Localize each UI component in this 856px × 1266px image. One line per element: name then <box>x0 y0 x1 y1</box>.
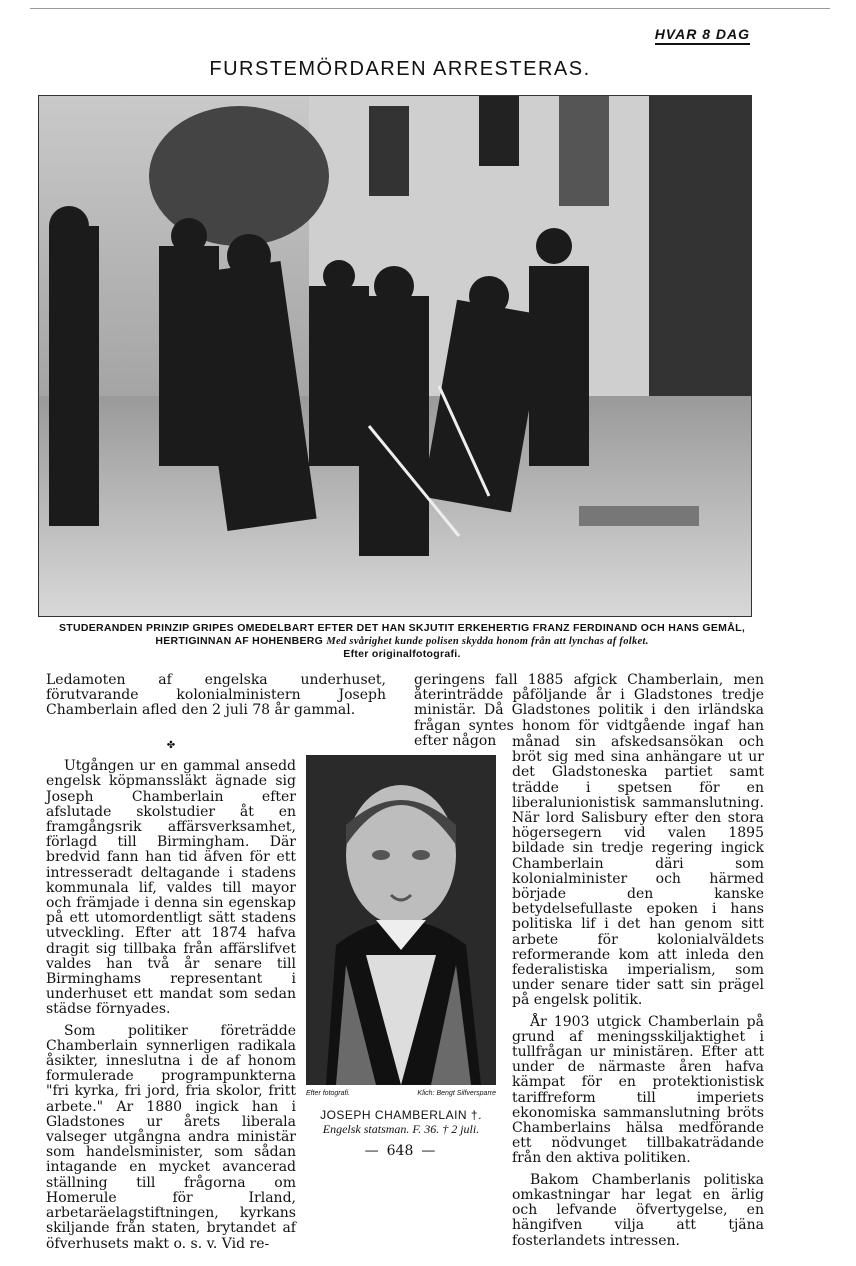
chamberlain-portrait <box>306 755 496 1085</box>
portrait-credit-right: Klich: Bengt Silfversparre <box>417 1090 496 1097</box>
main-photo-credit: Efter originalfotografi. <box>343 648 461 660</box>
article-left-column <box>46 735 296 1252</box>
portrait-credit-left: Efter fotografi. <box>306 1090 350 1097</box>
article-left-paragraph-1: Utgången ur en gammal ansedd engelsk köpmanssläkt ägnade sig Joseph Chamberlain efter afslutade skolstudier åt en framgångsrik affärsverksamhet, förlagd till Birmingham. Där bredvid fann han tid äfven för ett intresseradt deltagande i stadens kommunala lif, valdes till mayor och främjade i denna sin egenskap på ett utomordentligt sätt stadens utveckling. Efter att 1874 hafva dragit sig tillbaka från affärslifvet valdes han två år senare till Birminghams representant i underhuset ett mandat som sedan städse förnyades. <box>46 758 296 1018</box>
arrest-photo <box>38 95 752 617</box>
article-intro-column <box>46 673 390 719</box>
portrait-credit <box>306 1090 496 1097</box>
page-number <box>0 1143 800 1159</box>
page-dash-left: — <box>364 1143 379 1159</box>
article-left-paragraph-2: Som politiker företrädde Chamberlain synnerligen radikala åsikter, inneslutna i de af honom formulerade programpunkterna "fri kyrka, fri jord, fria skolor, fritt arbete." Ar 1880 ingick han i Gladstones ur årets liberala valseger utgångna andra ministär som handelsminister, som sådan intagande en mycket avancerad ställning till frågorna om Homerule för Irland, arbetaräelagstiftningen, kyrkans skiljande från staten, brytandet af öfverhusets makt o. s. v. Vid re- <box>46 1022 296 1252</box>
article-right-top-text: geringens fall 1885 afgick Chamberlain, men återinträdde påföljande år i Gladstones tredje ministär. Då Gladstones politik i den irländska frågan syntes honom för vidtgående ingaf han efter någon <box>414 672 764 749</box>
ornament: ✤ <box>166 740 176 751</box>
page-dash-right: — <box>421 1143 436 1159</box>
portrait-description: Engelsk statsman. F. 36. † 2 juli. <box>322 1122 480 1136</box>
article-right-column <box>512 735 764 1249</box>
article-right-paragraph-3: Bakom Chamberlanis politiska omkastningar har legat en ärlig och lefvande öfvertygelse, en hängifven vilja att tjäna fosterlandets intressen. <box>512 1171 764 1249</box>
article-right-paragraph-2: År 1903 utgick Chamberlain på grund af meningsskiljaktighet i tullfrågan ur ministären. Efter att under de närmaste åren hafva kämpat för en protektionistisk tariffreform till imperiets ekonomiska sammanslutning bröts Chamberlains hälsa medförande ett nödvunget tillbakaträdande från den aktiva politiken. <box>512 1013 764 1167</box>
main-caption-text: STUDERANDEN PRINZIP GRIPES OMEDELBART EFTER DET HAN SKJUTIT ERKEHERTIG FRANZ FERDINAND OCH HANS GEMÅL, HERTIGINNAN AF HOHENBERG <box>58 622 746 647</box>
main-photo-caption <box>30 622 774 661</box>
portrait-caption <box>296 1108 506 1137</box>
magazine-name: HVAR 8 DAG <box>655 26 750 45</box>
portrait-name: JOSEPH CHAMBERLAIN †. <box>320 1108 482 1122</box>
page-number-value: 648 <box>386 1143 414 1159</box>
page-title: FURSTEMÖRDAREN ARRESTERAS. <box>209 58 591 80</box>
article-right-paragraph-1: månad sin afskedsansökan och bröt sig med sina anhängare ut ur det Gladstoneska partiet samt trädde i spetsen för en liberalunionistisk sammanslutning. När lord Salisbury efter den stora högersegern vid valen 1895 bildade sin tredje regering ingick Chamberlain däri som kolonialminister och härmed började den kanske betydelsefullaste epoken i hans politiska lif i det han genom sitt arbete för kolonialväldets reformerande kom att inleda den federalistiska imperialism, som under senare tider satt sin prägel på engelsk politik. <box>512 734 764 1009</box>
main-caption-italic: Med svårighet kunde polisen skydda honom från att lynchas af folket. <box>326 636 649 647</box>
article-intro: Ledamoten af engelska underhuset, förutvarande kolonialministern Joseph Chamberlain afled den 2 juli 78 år gammal. <box>46 672 386 719</box>
top-rule <box>30 8 830 9</box>
